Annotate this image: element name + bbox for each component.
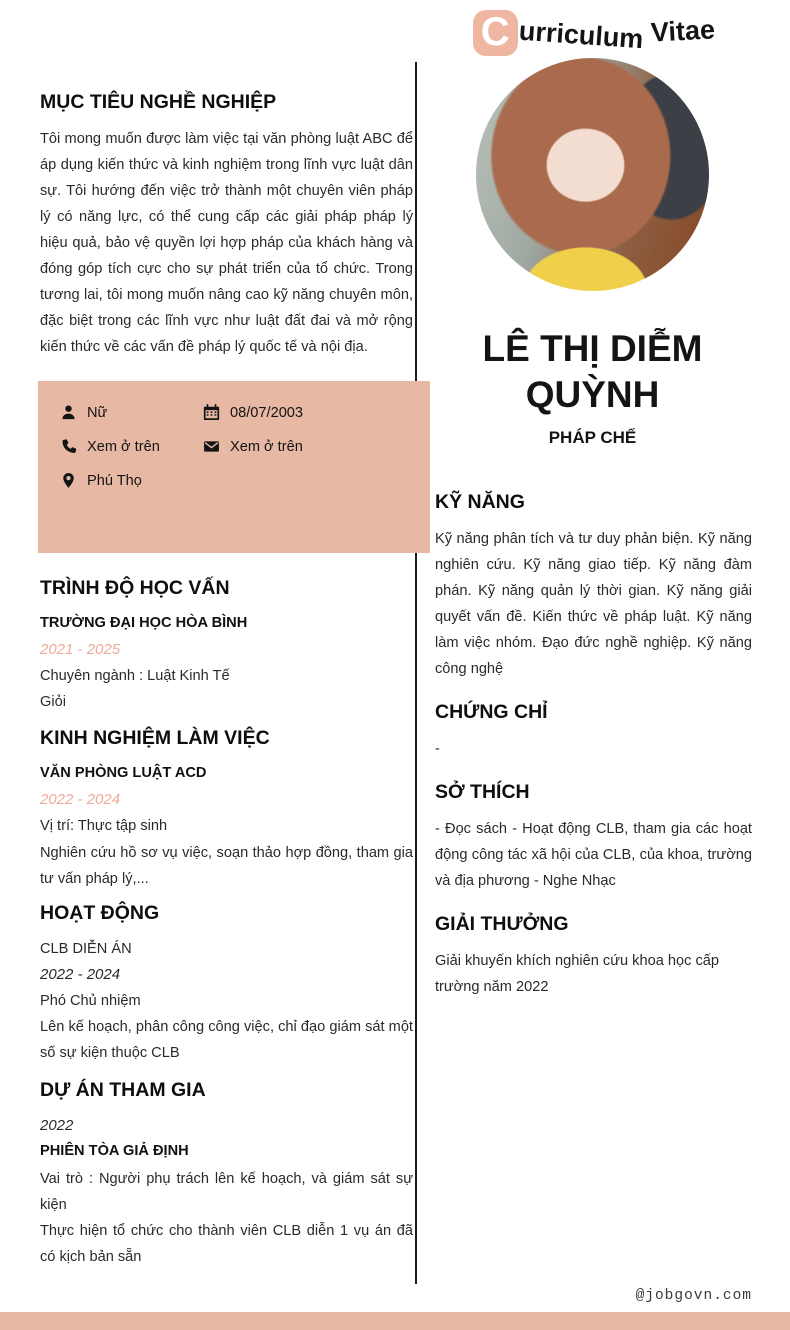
- right-column: [435, 490, 752, 1018]
- candidate-title: PHÁP CHẾ: [548, 428, 637, 447]
- phone-icon: [60, 438, 77, 455]
- bottom-accent-bar: [0, 1312, 790, 1330]
- awards-body: Giải khuyến khích nghiên cứu khoa học cấp trường năm 2022: [435, 953, 719, 995]
- objective-heading: MỤC TIÊU NGHỀ NGHIỆP: [40, 91, 277, 113]
- activities-description: Lên kế hoạch, phân công công việc, chỉ đạo giám sát một số sự kiện thuộc CLB: [40, 1019, 413, 1061]
- education-heading: TRÌNH ĐỘ HỌC VẤN: [40, 577, 230, 599]
- info-dob: [203, 402, 420, 423]
- experience-position: Vị trí: Thực tập sinh: [40, 818, 168, 834]
- info-dob-value: 08/07/2003: [230, 404, 304, 421]
- skills-heading: KỸ NĂNG: [435, 491, 525, 513]
- activities-heading: HOẠT ĐỘNG: [40, 902, 160, 924]
- section-projects: [40, 1078, 413, 1270]
- section-education: [40, 576, 413, 715]
- info-location: [60, 470, 203, 491]
- section-objective: [40, 90, 413, 360]
- activities-period: 2022 - 2024: [40, 965, 121, 983]
- cv-logo: [435, 10, 753, 56]
- hobbies-body: - Đọc sách - Hoạt động CLB, tham gia các hoạt động công tác xã hội của CLB, của khoa, trường và địa phương - Nghe Nhạc: [435, 821, 752, 889]
- certificates-heading: CHỨNG CHỈ: [435, 701, 548, 723]
- activities-role: Phó Chủ nhiệm: [40, 992, 141, 1009]
- logo-wordmark: [517, 13, 716, 54]
- awards-heading: GIẢI THƯỞNG: [435, 913, 569, 935]
- projects-heading: DỰ ÁN THAM GIA: [40, 1079, 206, 1101]
- education-period: 2021 - 2025: [40, 641, 121, 658]
- portrait-photo: [476, 58, 709, 291]
- watermark-text: @jobgovn.com: [635, 1288, 752, 1304]
- info-gender-value: Nữ: [87, 404, 108, 421]
- location-pin-icon: [60, 472, 77, 489]
- experience-period: 2022 - 2024: [40, 791, 121, 808]
- activities-organization: CLB DIỄN ÁN: [40, 941, 132, 957]
- certificates-body: -: [435, 741, 440, 757]
- education-major: Chuyên ngành : Luật Kinh Tế: [40, 668, 230, 684]
- person-icon: [60, 404, 77, 421]
- skills-body: Kỹ năng phân tích và tư duy phản biện. Kỹ năng nghiên cứu. Kỹ năng giao tiếp. Kỹ năng đàm phán. Kỹ năng quản lý thời gian. Kỹ năng giải quyết vấn đề. Kiến thức về pháp luật. Kỹ năng làm việc nhóm. Đạo đức nghề nghiệp. Kỹ năng công nghệ: [435, 531, 752, 677]
- objective-body: Tôi mong muốn được làm việc tại văn phòng luật ABC để áp dụng kiến thức và kinh nghiệm trong lĩnh vực luật dân sự. Tôi hướng đến việc trở thành một chuyên viên pháp lý có năng lực, có thể cung cấp các giải pháp pháp lý hiệu quả, bảo vệ quyền lợi hợp pháp của khách hàng và đóng góp tích cực cho sự phát triển của tổ chức. Trong tương lai, tôi mong muốn nâng cao kỹ năng chuyên môn, đặc biệt trong các lĩnh vực như luật đất đai và mở rộng kiến thức về các vấn đề pháp lý quốc tế và nội địa.: [40, 131, 413, 355]
- info-email: [203, 436, 420, 457]
- projects-period: 2022: [40, 1117, 74, 1134]
- info-phone: [60, 436, 203, 457]
- experience-heading: KINH NGHIỆM LÀM VIỆC: [40, 727, 270, 749]
- envelope-icon: [203, 438, 220, 455]
- personal-info-box: [38, 381, 430, 553]
- projects-role: Vai trò : Người phụ trách lên kế hoạch, và giám sát sự kiện: [40, 1171, 413, 1213]
- section-experience: [40, 726, 413, 892]
- calendar-icon: [203, 404, 220, 421]
- section-activities: [40, 901, 413, 1066]
- education-grade: Giỏi: [40, 693, 66, 710]
- logo-c-badge: C: [473, 10, 518, 56]
- hobbies-heading: SỞ THÍCH: [435, 781, 530, 803]
- logo-word-2: Vitae: [650, 13, 716, 48]
- projects-name: PHIÊN TÒA GIẢ ĐỊNH: [40, 1143, 189, 1159]
- column-divider: [415, 62, 417, 1284]
- projects-description: Thực hiện tổ chức cho thành viên CLB diễn 1 vụ án đã có kịch bản sẵn: [40, 1223, 413, 1265]
- info-phone-value: Xem ở trên: [87, 438, 160, 455]
- education-school: TRƯỜNG ĐẠI HỌC HÒA BÌNH: [40, 615, 248, 631]
- name-block: [430, 326, 755, 448]
- experience-description: Nghiên cứu hồ sơ vụ việc, soạn thảo hợp đồng, tham gia tư vấn pháp lý,...: [40, 844, 413, 887]
- experience-company: VĂN PHÒNG LUẬT ACD: [40, 765, 207, 781]
- logo-word-1: urriculum: [517, 15, 645, 54]
- candidate-name: LÊ THỊ DIỄM QUỲNH: [482, 328, 703, 415]
- info-email-value: Xem ở trên: [230, 438, 303, 455]
- info-gender: [60, 402, 203, 423]
- info-location-value: Phú Thọ: [87, 472, 142, 489]
